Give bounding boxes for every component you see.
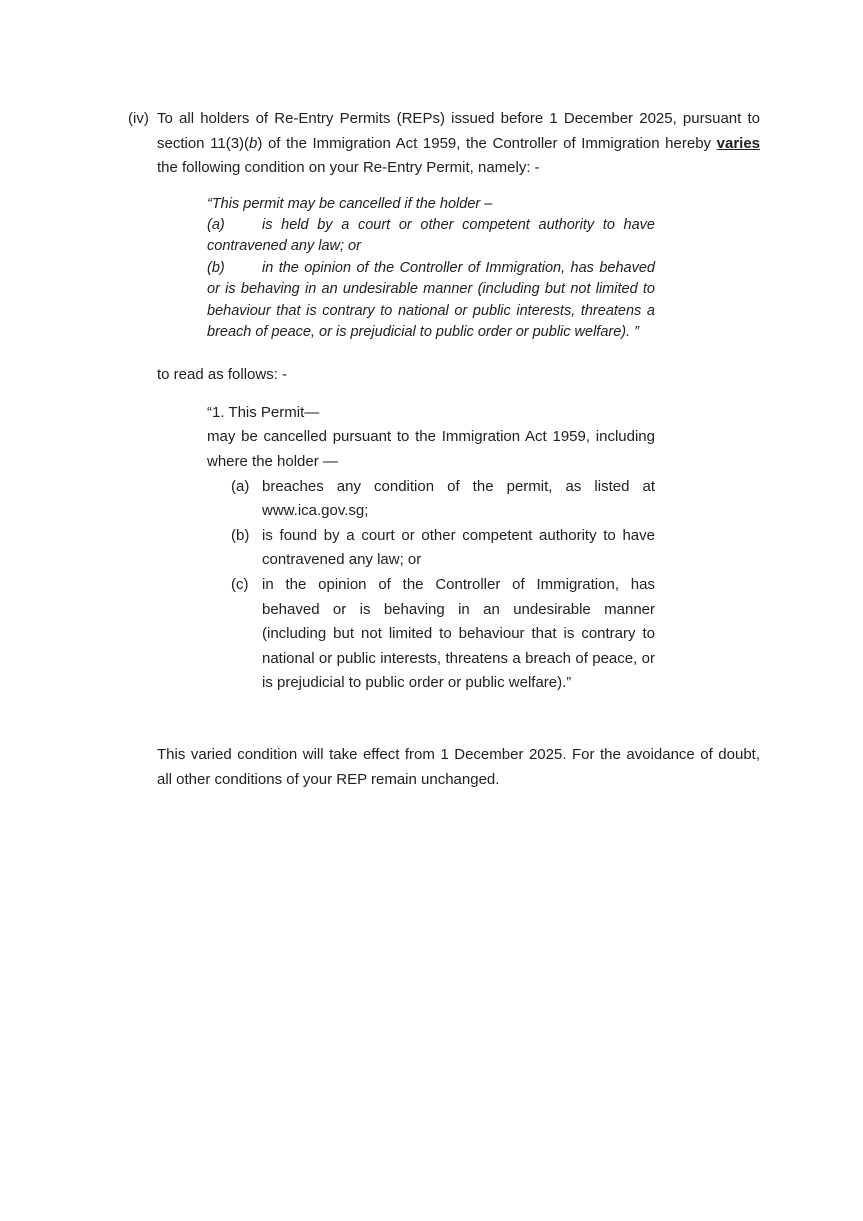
original-condition-item-b <box>207 258 655 344</box>
new-condition-item-a-text: breaches any condition of the permit, as listed at www.ica.gov.sg; <box>262 477 655 520</box>
new-condition-item-c-text: in the opinion of the Controller of Immigration, has behaved or is behaving in an undesirable manner (including but not limited to behaviour that is contrary to national or public interests, threatens a breach of peace, or is prejudicial to public order or public welfare).” <box>262 576 655 692</box>
list-marker-c: (c) <box>231 576 249 593</box>
list-marker-a: (a) <box>231 477 250 495</box>
varies-emphasis: varies <box>716 134 761 152</box>
intro-text-2: ) of the Immigration Act 1959, the Controller of Immigration hereby <box>257 134 717 152</box>
original-condition-item-b-text: in the opinion of the Controller of Immigration, has behaved or is behaving in an undesirable manner (including but not limited to behaviour that is contrary to national or public interests, threatens a breach of peace, or is prejudicial to public order or public welfare). ” <box>207 259 655 340</box>
to-read-line: to read as follows: - <box>157 366 288 384</box>
list-marker-b: (b) <box>207 259 225 276</box>
intro-text-3: the following condition on your Re-Entry Permit, namely: - <box>157 159 540 176</box>
original-condition-item-a-text: is held by a court or other competent authority to have contravened any law; or <box>207 216 655 255</box>
original-condition-quote <box>207 194 655 344</box>
new-condition-item-c <box>207 573 655 696</box>
document-content <box>128 107 761 792</box>
intro-italic-b: b <box>249 134 258 152</box>
new-condition-item-a <box>207 475 655 524</box>
list-marker-a: (a) <box>207 216 225 233</box>
list-marker-b: (b) <box>231 526 250 544</box>
list-marker-iv: (iv) <box>128 110 149 127</box>
intro-text-1: To all holders of Re-Entry Permits (REPs) issued before 1 December 2025, pursuant to section 11(3)( <box>157 110 760 152</box>
new-condition-lead: may be cancelled pursuant to the Immigration Act 1959, including where the holder — <box>207 428 655 471</box>
closing-paragraph: This varied condition will take effect from 1 December 2025. For the avoidance of doubt, all other conditions of your REP remain unchanged. <box>157 745 760 788</box>
original-condition-item-a <box>207 215 655 258</box>
original-condition-opening-line: “This permit may be cancelled if the holder – <box>207 195 493 212</box>
intro-paragraph <box>128 107 761 181</box>
new-condition-quote <box>207 401 655 696</box>
new-condition-item-b-text: is found by a court or other competent authority to have contravened any law; or <box>262 526 655 569</box>
new-condition-heading: “1. This Permit— <box>207 403 320 421</box>
new-condition-item-b <box>207 524 655 573</box>
